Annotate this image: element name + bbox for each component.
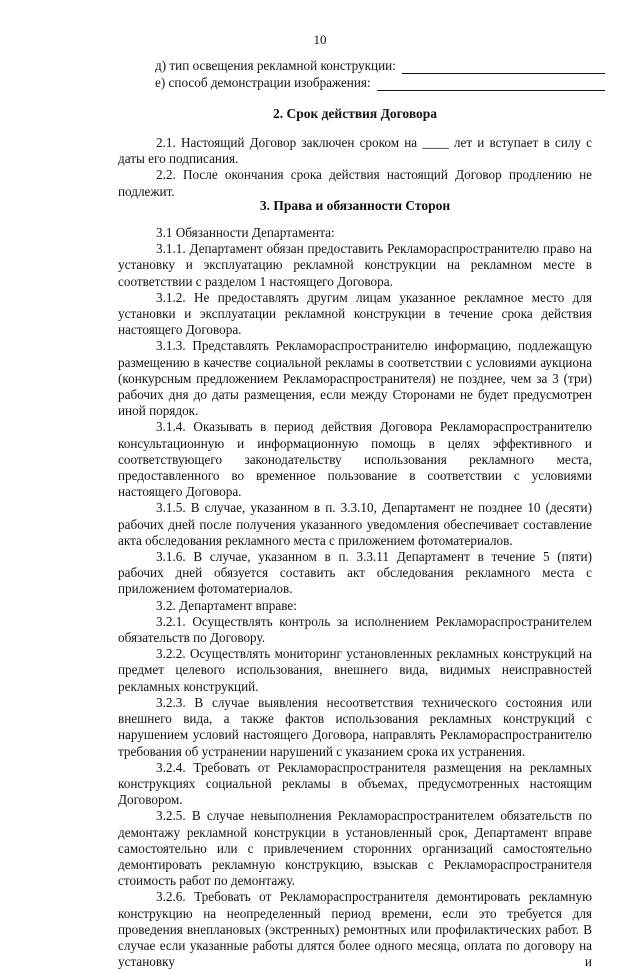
section-2-body [118, 135, 592, 200]
display-method-label: е) способ демонстрации изображения: [155, 75, 371, 90]
paragraph-3-2-3: 3.2.3. В случае выявления несоответствия технического состояния или внешнего вида, а также фактов использования рекламных конструкций с нарушением условий настоящего Договора, направлять Рекламораспространителю требования об устранении нарушений с указанием срока их устранения. [118, 694, 592, 759]
paragraph-3-1: 3.1 Обязанности Департамента: [156, 225, 335, 240]
paragraph-3-2: 3.2. Департамент вправе: [156, 597, 297, 613]
paragraph-3-1-6: 3.1.6. В случае, указанном в п. 3.3.11 Департамент в течение 5 (пяти) рабочих дней обязуется составить акт обследования рекламного места с приложением фотоматериалов. [118, 549, 592, 597]
lighting-type-blank [402, 61, 605, 74]
display-method-blank [377, 78, 605, 91]
lighting-type-field [155, 58, 605, 74]
display-method-field [155, 75, 605, 91]
section-2-heading: 2. Срок действия Договора [272, 106, 438, 121]
page-number: 10 [313, 32, 327, 47]
paragraph-2-1: 2.1. Настоящий Договор заключен сроком на ____ лет и вступает в силу с даты его подписания. [118, 135, 592, 167]
paragraph-3-2-6: 3.2.6. Требовать от Рекламораспространителя демонтировать рекламную конструкцию на неопределенный период времени, если это требуется для проведения внеплановых (экстренных) ремонтных или профилактических работ. В случае если указанные работы длятся более одного месяца, оплата по договору на установку и [118, 889, 592, 970]
paragraph-3-2-1: 3.2.1. Осуществлять контроль за исполнением Рекламораспространителем обязательств по Договору. [118, 613, 592, 646]
paragraph-3-1-3: 3.1.3. Представлять Рекламораспространителю информацию, подлежащую размещению в качестве социальной рекламы в соответствии с условиями аукциона (конкурсным предложением Рекламораспространителя) не позднее, чем за 3 (три) рабочих дня до даты размещения, если между Сторонами не будет предусмотрен иной порядок. [118, 338, 592, 419]
section-3-heading: 3. Права и обязанности Сторон [259, 198, 451, 213]
paragraph-3-2-5: 3.2.5. В случае невыполнения Рекламораспространителем обязательств по демонтажу рекламной конструкции в установленный срок, Департамент вправе самостоятельно или с привлечением сторонних организаций самостоятельно демонтировать рекламную конструкцию, взыскав с Рекламораспространителя стоимость работ по демонтажу. [118, 808, 592, 889]
paragraph-3-2-2: 3.2.2. Осуществлять мониторинг установленных рекламных конструкций на предмет целевого использования, внешнего вида, видимых неисправностей рекламных конструкций. [118, 646, 592, 694]
paragraph-2-2: 2.2. После окончания срока действия настоящий Договор продлению не подлежит. [118, 167, 592, 199]
paragraph-3-2-4: 3.2.4. Требовать от Рекламораспространителя размещения на рекламных конструкциях социальной рекламы в объемах, предусмотренных настоящим Договором. [118, 759, 592, 808]
paragraph-3-1-1: 3.1.1. Департамент обязан предоставить Рекламораспространителю право на установку и эксплуатацию рекламной конструкции на рекламном месте в соответствии с разделом 1 настоящего Договора. [118, 241, 592, 289]
paragraph-3-1-5: 3.1.5. В случае, указанном в п. 3.3.10, Департамент не позднее 10 (десяти) рабочих дней после получения указанного уведомления обеспечивает составление акта обследования рекламного места с приложением фотоматериалов. [118, 500, 592, 548]
paragraph-3-1-4: 3.1.4. Оказывать в период действия Договора Рекламораспространителю консультационную и информационную помощь в целях эффективного и соответствующего законодательству использования рекламного места, предоставленного во временное пользование в соответствии с условиями настоящего Договора. [118, 419, 592, 500]
paragraph-3-1-2: 3.1.2. Не предоставлять другим лицам указанное рекламное место для установки и эксплуатации рекламной конструкции в течение срока действия настоящего Договора. [118, 289, 592, 338]
lighting-type-label: д) тип освещения рекламной конструкции: [155, 58, 396, 73]
section-3-body [118, 225, 592, 970]
